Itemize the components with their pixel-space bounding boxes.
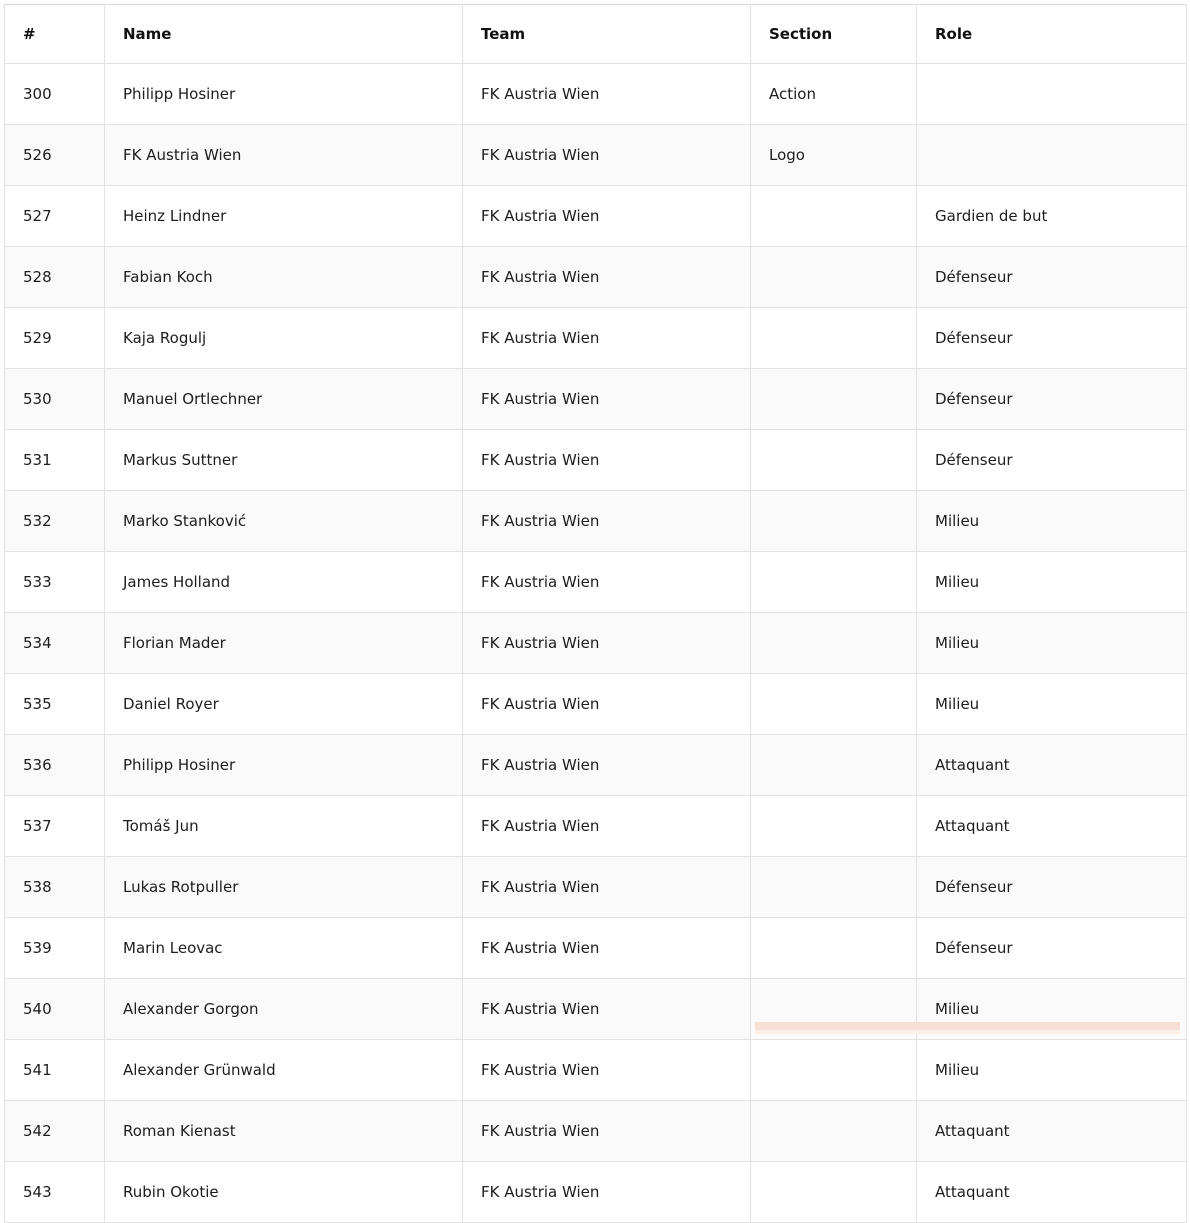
table-header-row — [5, 5, 1187, 64]
cell-role: Défenseur — [917, 247, 1187, 308]
cell-number: 526 — [5, 125, 105, 186]
table-header — [5, 5, 1187, 64]
cell-section — [751, 552, 917, 613]
cell-section — [751, 613, 917, 674]
cell-number: 529 — [5, 308, 105, 369]
table-row[interactable] — [5, 552, 1187, 613]
cell-section — [751, 857, 917, 918]
column-header-section[interactable]: Section — [751, 5, 917, 64]
table-row[interactable] — [5, 918, 1187, 979]
cell-name: Rubin Okotie — [105, 1162, 463, 1223]
table-row[interactable] — [5, 308, 1187, 369]
table-row[interactable] — [5, 1101, 1187, 1162]
column-header-role[interactable]: Role — [917, 5, 1187, 64]
cell-section: Logo — [751, 125, 917, 186]
cell-number: 534 — [5, 613, 105, 674]
cell-team: FK Austria Wien — [463, 674, 751, 735]
table-row[interactable] — [5, 64, 1187, 125]
table-row[interactable] — [5, 735, 1187, 796]
table-row[interactable] — [5, 1162, 1187, 1223]
table-row[interactable] — [5, 613, 1187, 674]
cell-role — [917, 125, 1187, 186]
cell-name: Alexander Gorgon — [105, 979, 463, 1040]
cell-section: Action — [751, 64, 917, 125]
column-header-name[interactable]: Name — [105, 5, 463, 64]
cell-team: FK Austria Wien — [463, 1162, 751, 1223]
cell-team: FK Austria Wien — [463, 796, 751, 857]
cell-number: 300 — [5, 64, 105, 125]
cell-section — [751, 979, 917, 1040]
cell-team: FK Austria Wien — [463, 979, 751, 1040]
cell-number: 542 — [5, 1101, 105, 1162]
column-header-number[interactable]: # — [5, 5, 105, 64]
cell-role: Défenseur — [917, 918, 1187, 979]
cell-number: 539 — [5, 918, 105, 979]
cell-number: 541 — [5, 1040, 105, 1101]
cell-section — [751, 247, 917, 308]
cell-section — [751, 918, 917, 979]
cell-team: FK Austria Wien — [463, 735, 751, 796]
cell-role: Attaquant — [917, 796, 1187, 857]
cell-name: Lukas Rotpuller — [105, 857, 463, 918]
cell-section — [751, 735, 917, 796]
players-table — [4, 4, 1187, 1223]
table-row[interactable] — [5, 857, 1187, 918]
cell-team: FK Austria Wien — [463, 1040, 751, 1101]
cell-section — [751, 308, 917, 369]
cell-team: FK Austria Wien — [463, 186, 751, 247]
table-row[interactable] — [5, 369, 1187, 430]
cell-number: 536 — [5, 735, 105, 796]
cell-number: 535 — [5, 674, 105, 735]
column-header-team[interactable]: Team — [463, 5, 751, 64]
cell-team: FK Austria Wien — [463, 1101, 751, 1162]
cell-name: Philipp Hosiner — [105, 735, 463, 796]
cell-team: FK Austria Wien — [463, 918, 751, 979]
cell-name: Manuel Ortlechner — [105, 369, 463, 430]
table-row[interactable] — [5, 125, 1187, 186]
cell-team: FK Austria Wien — [463, 308, 751, 369]
cell-number: 531 — [5, 430, 105, 491]
table-row[interactable] — [5, 247, 1187, 308]
cell-name: FK Austria Wien — [105, 125, 463, 186]
cell-team: FK Austria Wien — [463, 613, 751, 674]
table-row[interactable] — [5, 979, 1187, 1040]
cell-name: Marko Stanković — [105, 491, 463, 552]
cell-name: Philipp Hosiner — [105, 64, 463, 125]
cell-number: 543 — [5, 1162, 105, 1223]
cell-name: Fabian Koch — [105, 247, 463, 308]
cell-role: Milieu — [917, 552, 1187, 613]
cell-number: 528 — [5, 247, 105, 308]
cell-role — [917, 64, 1187, 125]
cell-section — [751, 1162, 917, 1223]
cell-name: Heinz Lindner — [105, 186, 463, 247]
cell-role: Milieu — [917, 1040, 1187, 1101]
cell-name: Marin Leovac — [105, 918, 463, 979]
cell-team: FK Austria Wien — [463, 369, 751, 430]
cell-role: Défenseur — [917, 308, 1187, 369]
table-row[interactable] — [5, 1040, 1187, 1101]
cell-name: Daniel Royer — [105, 674, 463, 735]
cell-role: Attaquant — [917, 735, 1187, 796]
cell-name: Tomáš Jun — [105, 796, 463, 857]
cell-number: 527 — [5, 186, 105, 247]
cell-team: FK Austria Wien — [463, 64, 751, 125]
cell-team: FK Austria Wien — [463, 247, 751, 308]
cell-section — [751, 796, 917, 857]
cell-role: Milieu — [917, 613, 1187, 674]
cell-section — [751, 186, 917, 247]
cell-name: Florian Mader — [105, 613, 463, 674]
cell-name: James Holland — [105, 552, 463, 613]
cell-role: Milieu — [917, 674, 1187, 735]
cell-role: Milieu — [917, 491, 1187, 552]
cell-section — [751, 369, 917, 430]
table-row[interactable] — [5, 430, 1187, 491]
cell-section — [751, 674, 917, 735]
cell-section — [751, 1040, 917, 1101]
cell-name: Roman Kienast — [105, 1101, 463, 1162]
table-row[interactable] — [5, 796, 1187, 857]
cell-name: Kaja Rogulj — [105, 308, 463, 369]
cell-role: Défenseur — [917, 430, 1187, 491]
cell-team: FK Austria Wien — [463, 857, 751, 918]
cell-number: 537 — [5, 796, 105, 857]
cell-number: 538 — [5, 857, 105, 918]
table-row[interactable] — [5, 491, 1187, 552]
cell-role: Gardien de but — [917, 186, 1187, 247]
cell-number: 533 — [5, 552, 105, 613]
cell-role: Défenseur — [917, 369, 1187, 430]
table-row[interactable] — [5, 186, 1187, 247]
cell-section — [751, 430, 917, 491]
cell-team: FK Austria Wien — [463, 125, 751, 186]
cell-role: Attaquant — [917, 1101, 1187, 1162]
cell-number: 530 — [5, 369, 105, 430]
cell-team: FK Austria Wien — [463, 552, 751, 613]
cell-team: FK Austria Wien — [463, 491, 751, 552]
cell-section — [751, 491, 917, 552]
cell-number: 532 — [5, 491, 105, 552]
cell-name: Alexander Grünwald — [105, 1040, 463, 1101]
cell-role: Milieu — [917, 979, 1187, 1040]
cell-name: Markus Suttner — [105, 430, 463, 491]
cell-number: 540 — [5, 979, 105, 1040]
cell-role: Défenseur — [917, 857, 1187, 918]
cell-role: Attaquant — [917, 1162, 1187, 1223]
cell-team: FK Austria Wien — [463, 430, 751, 491]
table-row[interactable] — [5, 674, 1187, 735]
table-body — [5, 64, 1187, 1223]
cell-section — [751, 1101, 917, 1162]
